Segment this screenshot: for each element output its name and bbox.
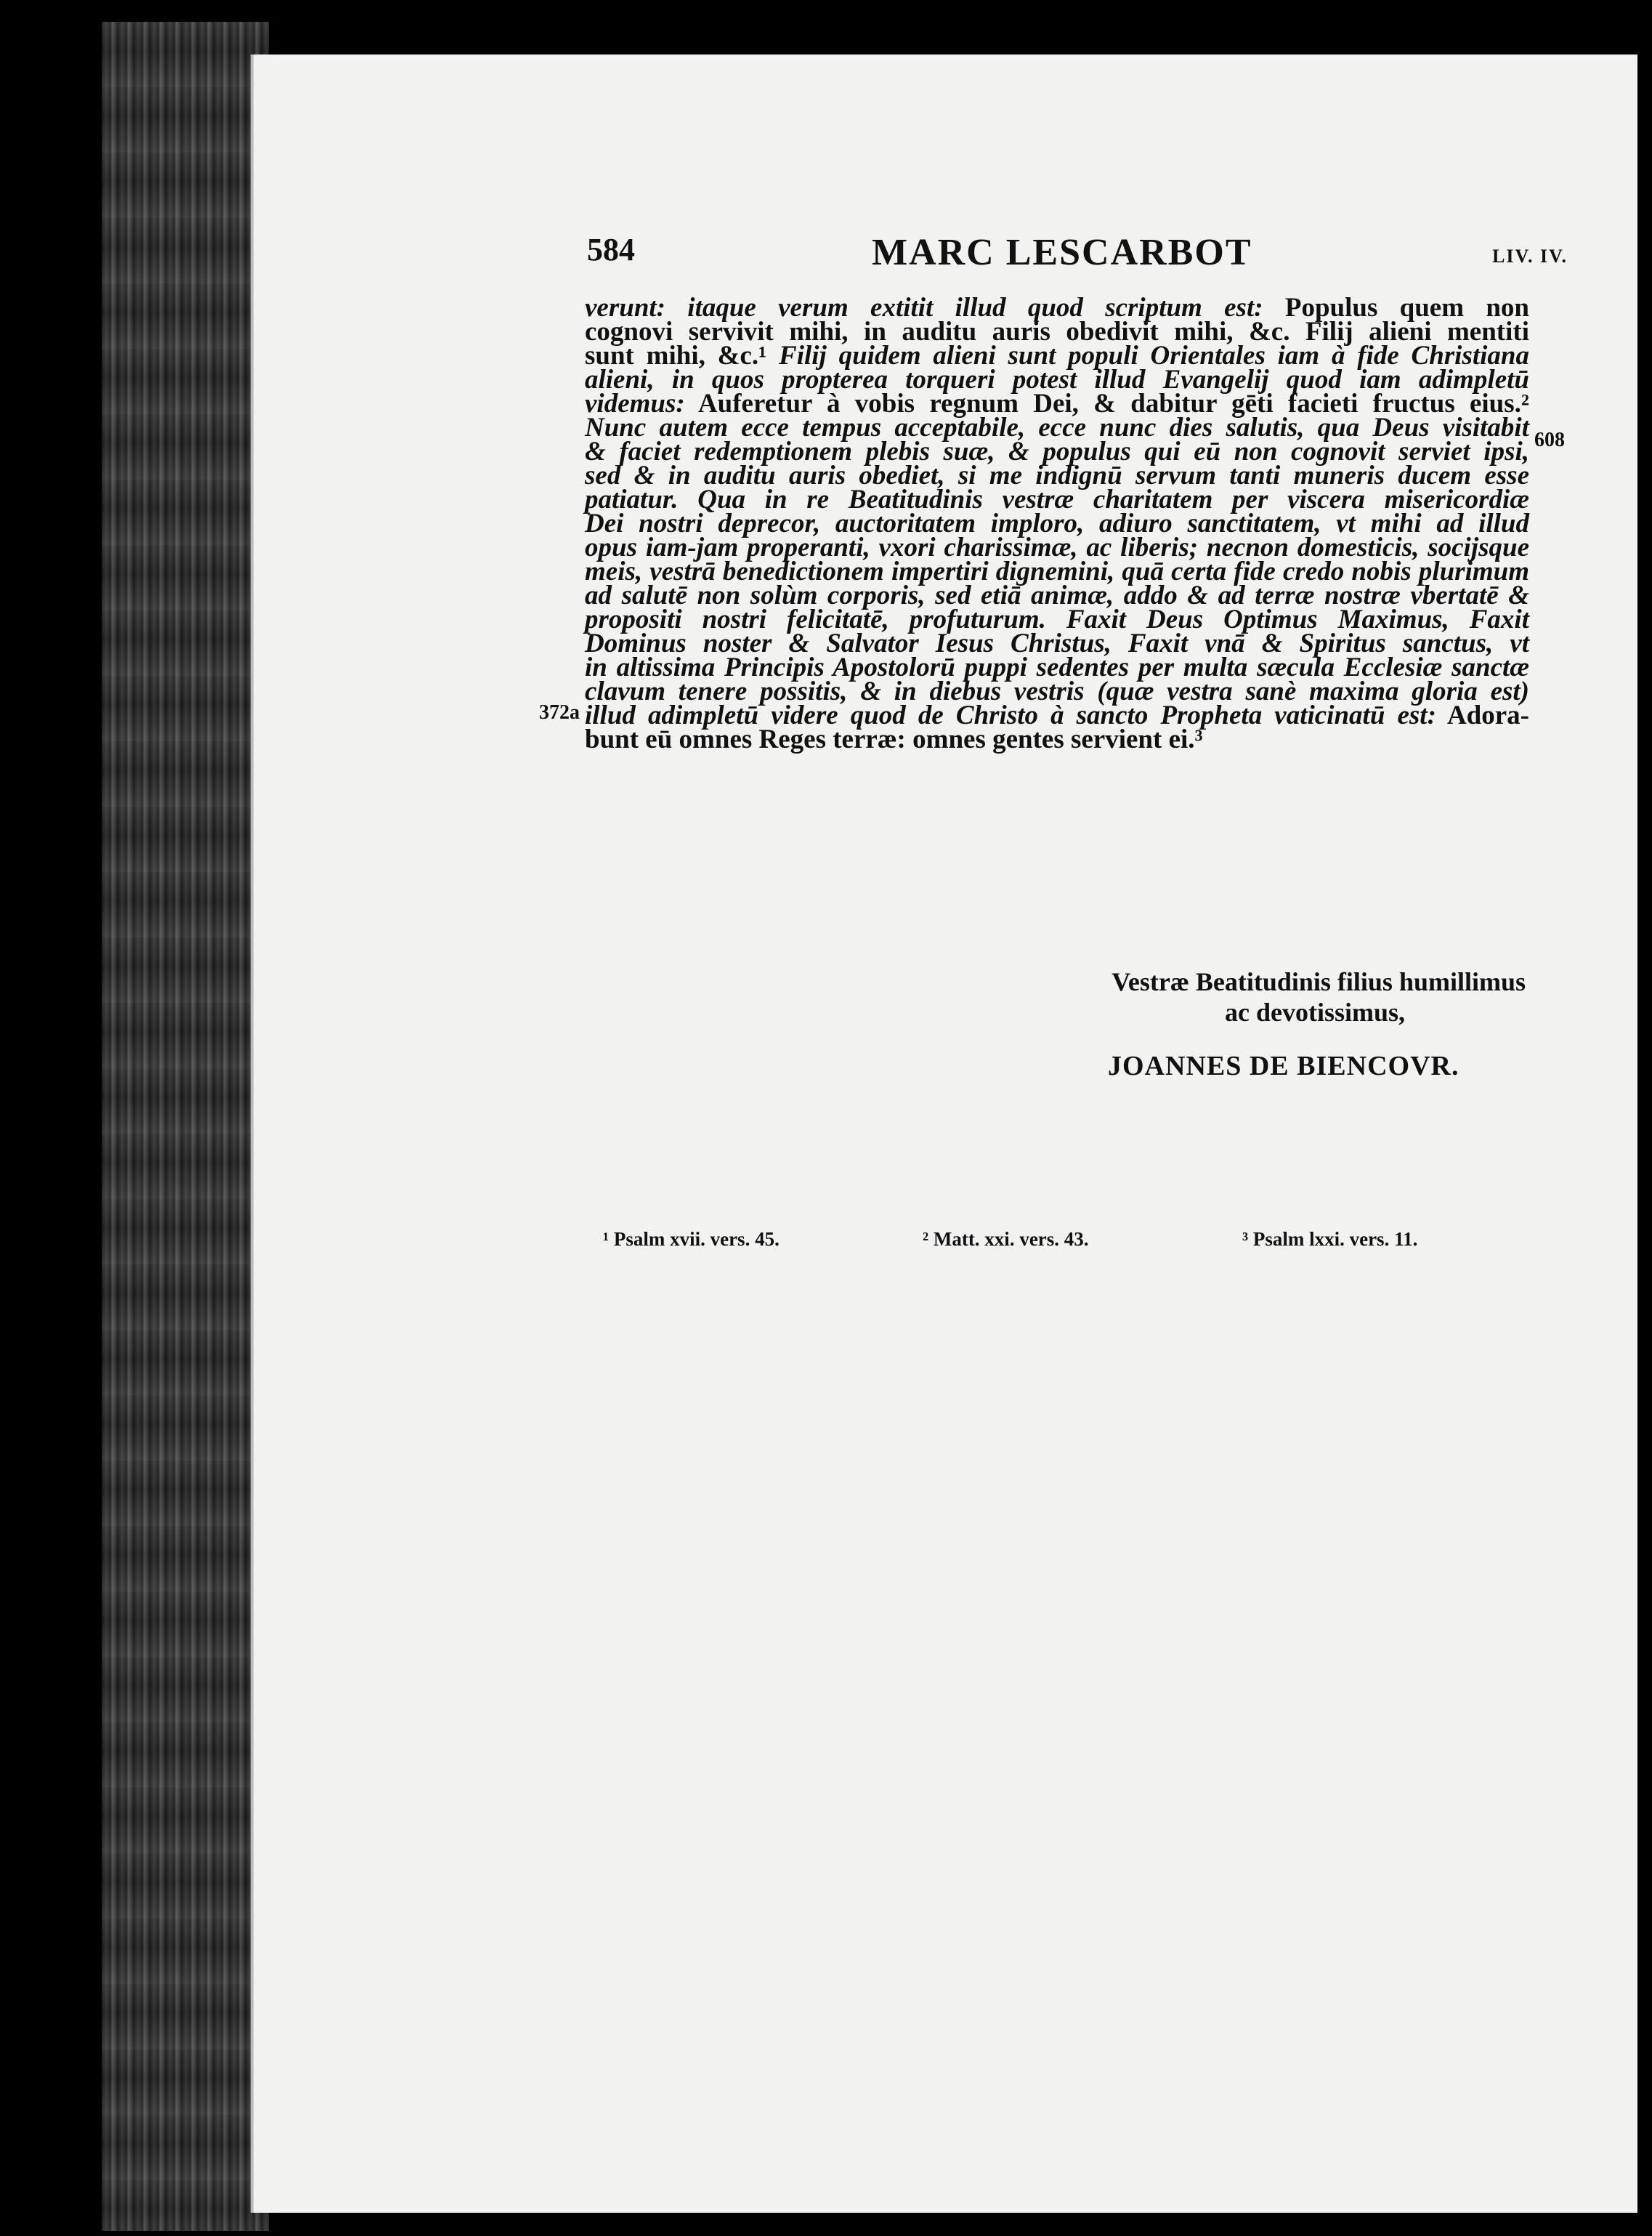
roman-text: Auferetur à vobis regnum Dei, & dabitur gēti facieti fructus eius.²: [684, 389, 1529, 419]
italic-text: videmus:: [585, 389, 685, 419]
italic-text: in altissima Principis Apostolorū puppi sedentes per multa sæcula Ecclesiæ sanctæ: [585, 653, 1529, 682]
signature: JOANNES DE BIENCOVR.: [1108, 1051, 1459, 1081]
body-line: [585, 725, 1529, 754]
roman-text: bunt eū omnes Reges terræ: omnes gentes servient ei.³: [585, 725, 1203, 754]
italic-text: & faciet redemptionem plebis suæ, & populus qui eū non cognovit serviet ipsi,: [585, 437, 1529, 467]
roman-text: Populus quem non: [1263, 293, 1529, 323]
italic-text: clavum tenere possitis, & in diebus vestris (quæ vestra sanè maxima gloria est): [585, 677, 1529, 706]
italic-text: patiatur. Qua in re Beatitudinis vestræ charitatem per viscera misericordiæ: [585, 485, 1529, 514]
italic-text: Nunc autem ecce tempus acceptabile, ecce nunc dies salutis, qua Deus visitabit: [585, 413, 1529, 443]
footnotes: [603, 1228, 1511, 1257]
closing-line-2: ac devotissimus,: [1224, 998, 1405, 1027]
italic-text: sed & in auditu auris obediet, si me indignū servum tanti muneris ducem esse: [585, 461, 1529, 491]
closing-line-1: Vestræ Beatitudinis filius humillimus: [1112, 967, 1526, 996]
book-edge: [102, 22, 269, 2231]
running-title: MARC LESCARBOT: [872, 232, 1252, 273]
italic-text: alieni, in quos propterea torqueri potest illud Evangelij quod iam adimpletū: [585, 365, 1529, 395]
italic-text: verunt: itaque verum extitit illud quod scriptum est:: [585, 293, 1263, 323]
roman-text: sunt mihi, &c.¹: [585, 341, 767, 371]
italic-text: meis, vestrā benedictionem impertiri dignemini, quā certa fide credo nobis plurimum: [585, 557, 1529, 586]
roman-text: Adora-: [1436, 701, 1529, 730]
italic-text: Dei nostri deprecor, auctoritatem imploro, adiuro sanctitatem, vt mihi ad illud: [585, 509, 1529, 538]
edge-texture: [102, 22, 269, 2231]
footnote-2: ² Matt. xxi. vers. 43.: [923, 1228, 1089, 1250]
closing-formula: [1046, 966, 1526, 1028]
footnote-1: ¹ Psalm xvii. vers. 45.: [603, 1228, 780, 1250]
italic-text: ad salutē non solùm corporis, sed etiā animæ, addo & ad terræ nostræ vbertatē &: [585, 581, 1529, 610]
section-mark: LIV. IV.: [1492, 246, 1568, 267]
body-text: [585, 293, 1529, 754]
running-head: [587, 231, 1568, 289]
italic-text: illud adimpletū videre quod de Christo à sancto Propheta vaticinatū est:: [585, 701, 1436, 730]
margin-note-372a: 372a: [539, 701, 580, 724]
italic-text: propositi nostri felicitatē, profuturum. Faxit Deus Optimus Maximus, Faxit: [585, 605, 1529, 634]
italic-text: Dominus noster & Salvator Iesus Christus, Faxit vnā & Spiritus sanctus, vt: [585, 629, 1529, 658]
margin-note-608: 608: [1534, 429, 1565, 451]
footnote-3: ³ Psalm lxxi. vers. 11.: [1242, 1228, 1418, 1250]
italic-text: Filij quidem alieni sunt populi Orientales iam à fide Christiana: [766, 341, 1529, 371]
italic-text: opus iam-jam properanti, vxori charissimæ, ac liberis; necnon domesticis, socijsque: [585, 533, 1529, 562]
roman-text: cognovi servivit mihi, in auditu auris obedivit mihi, &c. Filij alieni mentiti: [585, 317, 1529, 347]
page-number: 584: [587, 232, 635, 267]
